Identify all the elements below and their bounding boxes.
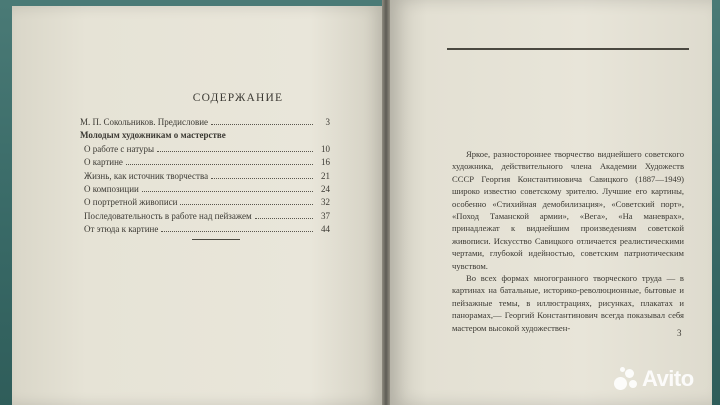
toc-leader-dots: [211, 116, 313, 125]
toc-leader-dots: [126, 156, 313, 165]
toc-entry-title: О картине: [84, 157, 123, 168]
avito-logo-icon: [614, 367, 638, 391]
book-gutter: [382, 0, 390, 405]
body-paragraph: Во всех формах многогранного творческого труда — в картинах на батальные, историко-революционные, бытовые и пейзажные темы, в иллюстрациях, рисунках, плакатах и панорамах,— Георгий Константинович всегда показывал себя мастером высокой художествен-: [452, 273, 684, 333]
toc-leader-dots: [255, 210, 313, 219]
toc-entry: [80, 223, 330, 236]
page-number: 3: [677, 328, 682, 338]
body-text: [452, 148, 684, 334]
header-rule: [447, 48, 689, 50]
toc-entry-title: Жизнь, как источник творчества: [84, 170, 209, 181]
toc-entry: [80, 196, 330, 209]
toc-entry-page: 37: [321, 210, 330, 221]
toc-entry-title: О композиции: [84, 183, 139, 194]
toc-section-title: Молодым художникам о мастерстве: [80, 130, 226, 141]
toc-leader-dots: [161, 223, 313, 232]
toc-entry-page: 21: [321, 170, 330, 181]
toc-entry-title: Последовательность в работе над пейзажем: [84, 210, 252, 221]
toc-entry-title: От этюда к картине: [84, 224, 159, 235]
body-paragraph: Яркое, разностороннее творчество виднейшего советского художника, действительного члена Академии Художеств СССР Георгия Константиновича Савицкого (1887—1949) широко известно советскому зрителю. Лучшие его картины, особенно «Стихийная демобилизация», «Советский порт», «Поход Таманской армии», «Вега», «На маневрах», принадлежат к виднейшим произведениям советской живописи. Искусство Савицкого отличается реалистическими чертами, глубокой идейностью, советским патриотическим чувством.: [452, 149, 684, 271]
avito-watermark: [614, 366, 694, 392]
toc-entry: [80, 210, 330, 223]
toc-entry-page: 44: [321, 224, 330, 235]
toc-entry: [80, 183, 330, 196]
toc-entry: [80, 116, 330, 129]
toc-entry-page: 16: [321, 157, 330, 168]
toc-entry-page: 10: [321, 143, 330, 154]
toc-leader-dots: [180, 196, 313, 205]
toc-leader-dots: [142, 183, 313, 192]
toc-entry: [80, 170, 330, 183]
toc-entry: [80, 156, 330, 169]
toc-entry-page: 3: [325, 117, 330, 127]
toc-entry-title: О портретной живописи: [84, 197, 178, 208]
toc-entry: [80, 143, 330, 156]
toc-leader-dots: [211, 170, 313, 179]
toc-entry-title: О работе с натуры: [84, 143, 155, 154]
toc-entry-page: 32: [321, 197, 330, 208]
toc-section-heading: [80, 129, 330, 142]
contents-title: СОДЕРЖАНИЕ: [192, 92, 284, 104]
toc-leader-dots: [157, 143, 313, 152]
toc-entry-title: М. П. Сокольников. Предисловие: [80, 117, 209, 127]
toc-entry-page: 24: [321, 183, 330, 194]
table-of-contents: [80, 116, 330, 237]
contents-end-rule: [192, 239, 240, 240]
avito-watermark-text: Avito: [642, 366, 694, 391]
